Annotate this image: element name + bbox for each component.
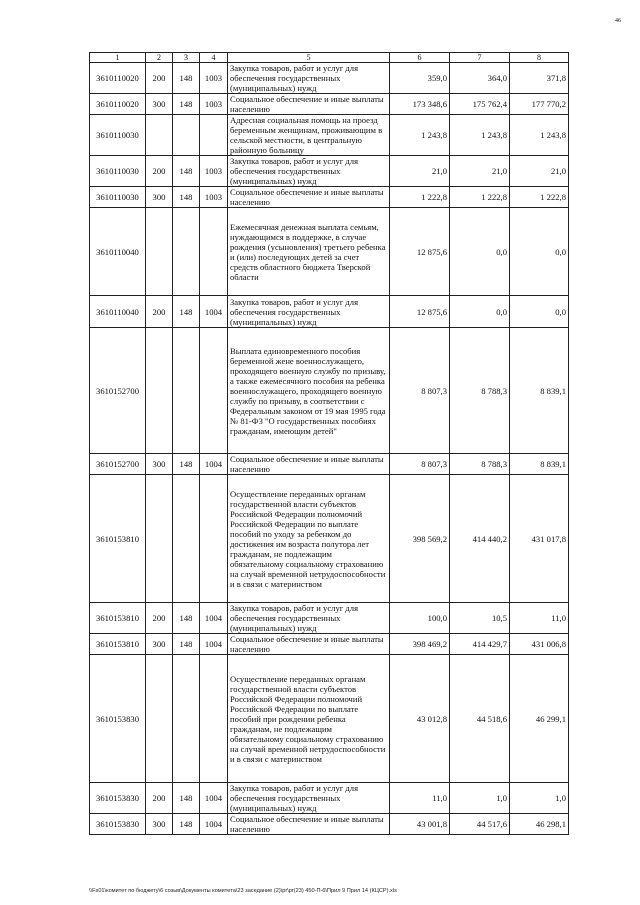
section-code-cell: 1004 <box>200 454 228 475</box>
description-cell: Социальное обеспечение и иные выплаты населению <box>228 454 390 475</box>
file-path-footer: \\Fs01\комитет по бюджету\6 созыв\Документы комитета\23 заседание (2)\pr\pr(23) 450-П-6\Прил 9 Прил 14 (КЦСР).xls <box>89 888 397 894</box>
amount-cell: 1 222,8 <box>510 187 569 208</box>
table-row <box>90 208 569 296</box>
amount-cell: 1 243,8 <box>510 115 569 156</box>
grbs-code-cell: 148 <box>173 603 200 634</box>
amount-cell: 0,0 <box>450 208 510 296</box>
amount-cell: 100,0 <box>390 603 450 634</box>
amount-cell: 12 875,6 <box>390 296 450 328</box>
header-cell: 3 <box>173 53 200 63</box>
kcsr-code-cell: 3610110020 <box>90 94 146 115</box>
description-cell: Закупка товаров, работ и услуг для обеспечения государственных (муниципальных) нужд <box>228 63 390 94</box>
amount-cell: 398 569,2 <box>390 475 450 603</box>
vr-code-cell: 300 <box>146 634 173 655</box>
amount-cell: 414 440,2 <box>450 475 510 603</box>
amount-cell: 1 222,8 <box>390 187 450 208</box>
grbs-code-cell <box>173 328 200 454</box>
grbs-code-cell: 148 <box>173 156 200 187</box>
vr-code-cell: 300 <box>146 454 173 475</box>
description-cell: Социальное обеспечение и иные выплаты населению <box>228 94 390 115</box>
section-code-cell <box>200 475 228 603</box>
table-row <box>90 454 569 475</box>
description-cell: Закупка товаров, работ и услуг для обеспечения государственных (муниципальных) нужд <box>228 603 390 634</box>
table-row <box>90 296 569 328</box>
amount-cell: 8 839,1 <box>510 328 569 454</box>
kcsr-code-cell: 3610110040 <box>90 296 146 328</box>
section-code-cell: 1004 <box>200 296 228 328</box>
kcsr-code-cell: 3610153830 <box>90 655 146 783</box>
header-cell: 8 <box>510 53 569 63</box>
vr-code-cell <box>146 208 173 296</box>
kcsr-code-cell: 3610110040 <box>90 208 146 296</box>
amount-cell: 1 243,8 <box>390 115 450 156</box>
vr-code-cell: 300 <box>146 94 173 115</box>
amount-cell: 11,0 <box>390 783 450 814</box>
amount-cell: 177 770,2 <box>510 94 569 115</box>
description-cell: Социальное обеспечение и иные выплаты населению <box>228 187 390 208</box>
table-row <box>90 655 569 783</box>
amount-cell: 12 875,6 <box>390 208 450 296</box>
amount-cell: 43 012,8 <box>390 655 450 783</box>
header-row <box>90 53 569 63</box>
table-row <box>90 634 569 655</box>
section-code-cell: 1004 <box>200 634 228 655</box>
section-code-cell: 1003 <box>200 187 228 208</box>
section-code-cell <box>200 328 228 454</box>
kcsr-code-cell: 3610153830 <box>90 783 146 814</box>
header-cell: 4 <box>200 53 228 63</box>
grbs-code-cell <box>173 115 200 156</box>
vr-code-cell: 200 <box>146 296 173 328</box>
amount-cell: 371,8 <box>510 63 569 94</box>
amount-cell: 44 517,6 <box>450 814 510 835</box>
vr-code-cell: 200 <box>146 783 173 814</box>
amount-cell: 43 001,8 <box>390 814 450 835</box>
section-code-cell: 1004 <box>200 783 228 814</box>
grbs-code-cell <box>173 475 200 603</box>
amount-cell: 8 807,3 <box>390 328 450 454</box>
amount-cell: 1,0 <box>450 783 510 814</box>
table-row <box>90 814 569 835</box>
kcsr-code-cell: 3610152700 <box>90 454 146 475</box>
vr-code-cell <box>146 115 173 156</box>
amount-cell: 0,0 <box>450 296 510 328</box>
vr-code-cell <box>146 475 173 603</box>
table-row <box>90 475 569 603</box>
grbs-code-cell: 148 <box>173 63 200 94</box>
amount-cell: 431 006,8 <box>510 634 569 655</box>
amount-cell: 21,0 <box>390 156 450 187</box>
table-row <box>90 156 569 187</box>
amount-cell: 431 017,8 <box>510 475 569 603</box>
amount-cell: 175 762,4 <box>450 94 510 115</box>
kcsr-code-cell: 3610153810 <box>90 603 146 634</box>
table-row <box>90 63 569 94</box>
kcsr-code-cell: 3610110030 <box>90 115 146 156</box>
description-cell: Выплата единовременного пособия беременной жене военнослужащего, проходящего военную службу по призыву, а также ежемесячного пособия на ребенка военнослужащего, проходящего военную службу по призыву, в соответствии с Федеральным законом от 19 мая 1995 года № 81-ФЗ "О государственных пособиях гражданам, имеющим детей" <box>228 328 390 454</box>
description-cell: Осуществление переданных органам государственной власти субъектов Российской Федерации полномочий Российской Федерации по выплате пособий по уходу за ребенком до достижения им возраста полутора лет гражданам, не подлежащим обязательному социальному страхованию на случай временной нетрудоспособности и в связи с материнством <box>228 475 390 603</box>
table-row <box>90 783 569 814</box>
description-cell: Социальное обеспечение и иные выплаты населению <box>228 814 390 835</box>
grbs-code-cell <box>173 208 200 296</box>
grbs-code-cell: 148 <box>173 94 200 115</box>
amount-cell: 8 788,3 <box>450 454 510 475</box>
section-code-cell: 1003 <box>200 156 228 187</box>
vr-code-cell: 200 <box>146 156 173 187</box>
amount-cell: 364,0 <box>450 63 510 94</box>
table-row <box>90 603 569 634</box>
section-code-cell: 1003 <box>200 94 228 115</box>
amount-cell: 0,0 <box>510 208 569 296</box>
description-cell: Ежемесячная денежная выплата семьям, нуждающимся в поддержке, в случае рождения (усыновления) третьего ребенка и (или) последующих детей за счет средств областного бюджета Тверской области <box>228 208 390 296</box>
vr-code-cell: 300 <box>146 814 173 835</box>
header-cell: 5 <box>228 53 390 63</box>
amount-cell: 398 469,2 <box>390 634 450 655</box>
amount-cell: 21,0 <box>510 156 569 187</box>
kcsr-code-cell: 3610153810 <box>90 634 146 655</box>
vr-code-cell: 200 <box>146 63 173 94</box>
amount-cell: 1 222,8 <box>450 187 510 208</box>
grbs-code-cell: 148 <box>173 814 200 835</box>
amount-cell: 10,5 <box>450 603 510 634</box>
kcsr-code-cell: 3610153810 <box>90 475 146 603</box>
section-code-cell: 1004 <box>200 814 228 835</box>
amount-cell: 8 839,1 <box>510 454 569 475</box>
kcsr-code-cell: 3610110020 <box>90 63 146 94</box>
description-cell: Закупка товаров, работ и услуг для обеспечения государственных (муниципальных) нужд <box>228 296 390 328</box>
header-cell: 2 <box>146 53 173 63</box>
amount-cell: 21,0 <box>450 156 510 187</box>
vr-code-cell: 200 <box>146 603 173 634</box>
kcsr-code-cell: 3610110030 <box>90 187 146 208</box>
grbs-code-cell: 148 <box>173 296 200 328</box>
table-row <box>90 94 569 115</box>
kcsr-code-cell: 3610152700 <box>90 328 146 454</box>
grbs-code-cell: 148 <box>173 454 200 475</box>
header-cell: 6 <box>390 53 450 63</box>
amount-cell: 359,0 <box>390 63 450 94</box>
amount-cell: 8 807,3 <box>390 454 450 475</box>
page-number: 46 <box>615 18 621 24</box>
budget-table <box>89 52 569 835</box>
description-cell: Осуществление переданных органам государственной власти субъектов Российской Федерации полномочий Российской Федерации по выплате пособий при рождении ребенка гражданам, не подлежащим обязательному социальному страхованию на случай временной нетрудоспособности и в связи с материнством <box>228 655 390 783</box>
table-row <box>90 328 569 454</box>
grbs-code-cell: 148 <box>173 187 200 208</box>
description-cell: Закупка товаров, работ и услуг для обеспечения государственных (муниципальных) нужд <box>228 156 390 187</box>
amount-cell: 414 429,7 <box>450 634 510 655</box>
section-code-cell <box>200 655 228 783</box>
vr-code-cell: 300 <box>146 187 173 208</box>
grbs-code-cell: 148 <box>173 634 200 655</box>
table-row <box>90 115 569 156</box>
amount-cell: 173 348,6 <box>390 94 450 115</box>
vr-code-cell <box>146 328 173 454</box>
grbs-code-cell <box>173 655 200 783</box>
kcsr-code-cell: 3610153830 <box>90 814 146 835</box>
section-code-cell <box>200 208 228 296</box>
description-cell: Адресная социальная помощь на проезд беременным женщинам, проживающим в сельской местности, в центральную районную больницу <box>228 115 390 156</box>
header-cell: 7 <box>450 53 510 63</box>
section-code-cell <box>200 115 228 156</box>
section-code-cell: 1003 <box>200 63 228 94</box>
amount-cell: 1 243,8 <box>450 115 510 156</box>
kcsr-code-cell: 3610110030 <box>90 156 146 187</box>
section-code-cell: 1004 <box>200 603 228 634</box>
table-row <box>90 187 569 208</box>
amount-cell: 46 299,1 <box>510 655 569 783</box>
header-cell: 1 <box>90 53 146 63</box>
amount-cell: 1,0 <box>510 783 569 814</box>
amount-cell: 44 518,6 <box>450 655 510 783</box>
amount-cell: 11,0 <box>510 603 569 634</box>
description-cell: Социальное обеспечение и иные выплаты населению <box>228 634 390 655</box>
grbs-code-cell: 148 <box>173 783 200 814</box>
amount-cell: 46 298,1 <box>510 814 569 835</box>
amount-cell: 0,0 <box>510 296 569 328</box>
amount-cell: 8 788,3 <box>450 328 510 454</box>
vr-code-cell <box>146 655 173 783</box>
description-cell: Закупка товаров, работ и услуг для обеспечения государственных (муниципальных) нужд <box>228 783 390 814</box>
